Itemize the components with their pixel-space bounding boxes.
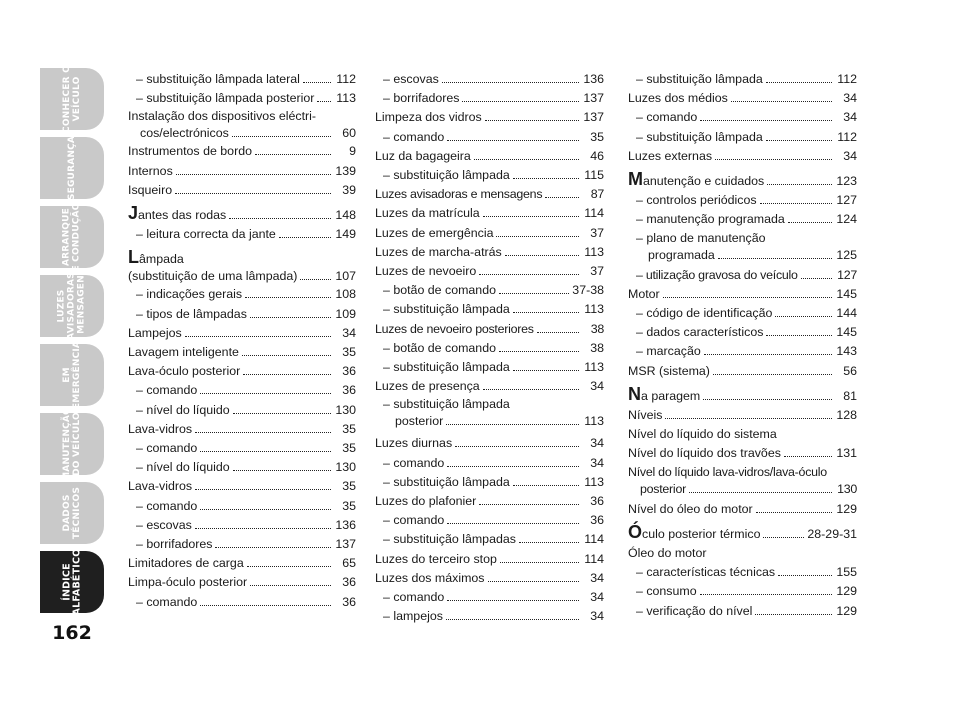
index-entry: Nível do líquido lava-vidros/lava-óculo posterior 130: [628, 464, 857, 496]
page-ref: 34: [843, 110, 857, 125]
page-ref: 109: [335, 306, 356, 321]
index-entry: Lava-vidros 35: [128, 477, 356, 496]
page-ref: 35: [590, 129, 604, 144]
index-entry: – substituição lâmpada 113: [375, 300, 604, 319]
page-ref: 130: [335, 402, 356, 417]
page-ref: 137: [335, 537, 356, 552]
index-entry: – indicações gerais 108: [128, 285, 356, 304]
page-ref: 129: [836, 603, 857, 618]
page-ref: 124: [836, 212, 857, 227]
index-entry: Luzes do plafonier 36: [375, 492, 604, 511]
page-ref: 125: [836, 247, 857, 262]
index-entry: – substituição lâmpada posterior 113: [383, 397, 604, 429]
index-entry: – substituição lâmpada 115: [375, 166, 604, 185]
page-ref: 145: [836, 325, 857, 340]
page-number: 162: [52, 622, 92, 644]
index-entry: – botão de comando 38: [375, 339, 604, 358]
index-entry: Lava-vidros 35: [128, 420, 356, 439]
index-entry: – características técnicas 155: [628, 563, 857, 582]
index-entry: – tipos de lâmpadas 109: [128, 305, 356, 324]
page-ref: 37-38: [572, 283, 604, 298]
tab-conhecer-o-veiculo[interactable]: [40, 65, 104, 133]
index-entry: Lampejos 34: [128, 324, 356, 343]
index-entry: – marcação 143: [628, 342, 857, 361]
page-ref: 65: [342, 556, 356, 571]
page-ref: 145: [836, 286, 857, 301]
page-ref: 137: [583, 91, 604, 106]
page-ref: 35: [342, 421, 356, 436]
index-entry: – código de identificação 144: [628, 304, 857, 323]
page-ref: 127: [836, 193, 857, 208]
page-ref: 34: [342, 325, 356, 340]
page-ref: 139: [335, 163, 356, 178]
index-entry: – comando 35: [375, 128, 604, 147]
page-ref: 148: [335, 208, 356, 223]
page-ref: 114: [584, 532, 604, 547]
index-entry: – substituição lâmpada 112: [628, 128, 857, 147]
page-ref: 123: [836, 174, 857, 189]
page-ref: 34: [590, 609, 604, 624]
page-ref: 107: [335, 269, 356, 284]
tab-luzes-avisadoras[interactable]: [40, 268, 104, 344]
page-ref: 81: [843, 388, 857, 403]
index-entry: – substituição lâmpadas 114: [375, 530, 604, 549]
tab-manutencao-do-veiculo[interactable]: [40, 407, 104, 481]
tab-seguranca[interactable]: [40, 137, 104, 199]
page-ref: 35: [342, 345, 356, 360]
page-ref: 34: [843, 91, 857, 106]
page-ref: 36: [342, 575, 356, 590]
index-entry: – comando 34: [375, 588, 604, 607]
index-entry: Nível do líquido dos travões 131: [628, 444, 857, 463]
index-entry: – comando 36: [375, 511, 604, 530]
tab-label: CONHECER O VEÍCULO: [62, 65, 82, 133]
tab-em-emergencia[interactable]: [40, 340, 104, 410]
page-ref: 108: [335, 287, 356, 302]
page-ref: 136: [335, 517, 356, 532]
page-ref: 34: [843, 148, 857, 163]
tab-label: LUZES AVISADORAS E MENSAGENS: [57, 268, 87, 344]
index-entry: – escovas 136: [128, 516, 356, 535]
page-ref: 34: [590, 570, 604, 585]
index-entry: Luzes de nevoeiro 37: [375, 262, 604, 281]
page-ref: 115: [584, 168, 604, 183]
page-ref: 114: [584, 551, 604, 566]
page-ref: 34: [590, 436, 604, 451]
index-entry: – dados característicos 145: [628, 323, 857, 342]
index-entry: – substituição lâmpada 113: [375, 358, 604, 377]
index-entry: Internos 139: [128, 162, 356, 181]
page-ref: 113: [584, 302, 604, 317]
index-entry: Lava-óculo posterior 36: [128, 362, 356, 381]
page-ref: 112: [336, 72, 356, 86]
index-entry: – substituição lâmpada 113: [375, 473, 604, 492]
page-ref: 38: [590, 340, 604, 355]
page-ref: 130: [837, 481, 857, 496]
index-entry: Limitadores de carga 65: [128, 554, 356, 573]
index-entry: Limpa-óculo posterior 36: [128, 573, 356, 592]
index-entry: – plano de manutenção programada 125: [636, 230, 857, 262]
index-entry: – substituição lâmpada 112: [628, 70, 857, 89]
page-ref: 113: [336, 91, 356, 106]
page-ref: 137: [583, 110, 604, 125]
index-entry: Luzes de emergência 37: [375, 224, 604, 243]
page-ref: 128: [836, 408, 857, 423]
page-ref: 9: [349, 144, 356, 159]
page-ref: 113: [584, 360, 604, 375]
index-entry: – substituição lâmpada posterior 113: [128, 89, 356, 108]
page-ref: 113: [584, 244, 604, 259]
page-ref: 131: [836, 446, 857, 461]
page-ref: 38: [590, 321, 604, 336]
page-ref: 130: [335, 460, 356, 475]
section-initial: J: [128, 203, 139, 224]
index-entry: Na paragem 81: [628, 387, 857, 406]
page-ref: 36: [342, 594, 356, 609]
page-ref: 37: [590, 225, 604, 240]
tab-indice-alfabetico[interactable]: [40, 548, 104, 616]
page-ref: 114: [584, 206, 604, 221]
page-ref: 129: [836, 584, 857, 599]
index-entry: Nível do líquido do sistema: [628, 427, 777, 442]
index-entry: – consumo 129: [628, 582, 857, 601]
page-ref: 37: [590, 264, 604, 279]
page-ref: 34: [590, 455, 604, 470]
index-entry: – comando 36: [128, 593, 356, 612]
index-entry: – lampejos 34: [375, 607, 604, 626]
index-entry: – nível do líquido 130: [128, 401, 356, 420]
page-ref: 144: [836, 306, 857, 321]
tab-label: SEGURANÇA: [67, 135, 77, 201]
page-ref: 39: [342, 182, 356, 197]
index-entry: Jantes das rodas 148: [128, 206, 356, 225]
page-ref: 87: [590, 187, 604, 202]
index-entry: Luzes dos médios 34: [628, 89, 857, 108]
index-entry: – comando 35: [128, 439, 356, 458]
tab-label: DADOS TÉCNICOS: [62, 486, 82, 540]
index-entry: – manutenção programada 124: [628, 210, 857, 229]
index-entry: Instalação dos dispositivos eléctri- cos/electrónicos 60: [128, 109, 356, 141]
page-ref: 127: [837, 267, 857, 282]
index-entry: Limpeza dos vidros 137: [375, 108, 604, 127]
index-entry: Luzes externas 34: [628, 147, 857, 166]
page-ref: 34: [590, 590, 604, 605]
page-ref: 36: [342, 364, 356, 379]
index-entry: Luzes dos máximos 34: [375, 569, 604, 588]
index-entry: – borrifadores 137: [375, 89, 604, 108]
index-entry: – comando 34: [628, 108, 857, 127]
index-entry: Lâmpada (substituição de uma lâmpada) 107: [128, 247, 356, 284]
index-entry: Lavagem inteligente 35: [128, 343, 356, 362]
index-entry: Luzes de nevoeiro posteriores 38: [375, 320, 604, 339]
index-entry: Luzes diurnas 34: [375, 434, 604, 453]
section-initial: L: [128, 247, 139, 268]
section-initial: M: [628, 169, 643, 190]
page-ref: 112: [837, 72, 857, 86]
index-entry: Manutenção e cuidados 123: [628, 172, 857, 191]
page-ref: 149: [335, 227, 356, 242]
index-entry: – escovas 136: [375, 70, 604, 89]
tab-label: MANUTENÇÃO DO VEÍCULO: [62, 407, 82, 481]
section-initial: N: [628, 383, 641, 404]
index-column-2: [375, 70, 604, 626]
page-ref: 36: [590, 513, 604, 528]
index-entry: – borrifadores 137: [128, 535, 356, 554]
page-ref: 56: [843, 363, 857, 378]
index-entry: – nível do líquido 130: [128, 458, 356, 477]
index-entry: – verificação do nível 129: [628, 602, 857, 621]
page-ref: 129: [836, 501, 857, 516]
page-ref: 60: [342, 126, 356, 141]
index-entry: Óleo do motor: [628, 546, 707, 561]
index-entry: Luz da bagageira 46: [375, 147, 604, 166]
index-entry: – leitura correcta da jante 149: [128, 225, 356, 244]
page-ref: 46: [590, 148, 604, 163]
page-ref: 35: [342, 441, 356, 456]
tab-label: EM EMERGÊNCIA: [62, 340, 83, 410]
page-ref: 34: [590, 379, 604, 394]
page-ref: 143: [836, 344, 857, 359]
index-entry: – controlos periódicos 127: [628, 191, 857, 210]
tab-label: ÍNDICE ALFABÉTICO: [61, 548, 83, 616]
index-entry: – comando 35: [128, 497, 356, 516]
index-entry: Luzes de presença 34: [375, 377, 604, 396]
tab-arranque-e-conducao[interactable]: [40, 202, 104, 272]
page-ref: 113: [584, 414, 604, 429]
page-ref: 136: [583, 72, 604, 86]
index-entry: Nível do óleo do motor 129: [628, 500, 857, 519]
index-entry: MSR (sistema) 56: [628, 362, 857, 381]
index-entry: Instrumentos de bordo 9: [128, 142, 356, 161]
page-ref: 36: [342, 383, 356, 398]
tab-dados-tecnicos[interactable]: [40, 482, 104, 544]
page-ref: 28-29-31: [807, 526, 857, 541]
page-ref: 36: [590, 494, 604, 509]
index-entry: Níveis 128: [628, 406, 857, 425]
page-ref: 35: [342, 479, 356, 494]
index-entry: Luzes avisadoras e mensagens 87: [375, 185, 604, 204]
index-column-1: [128, 70, 356, 612]
page-ref: 155: [836, 565, 857, 580]
page-ref: 35: [342, 498, 356, 513]
index-entry: Luzes do terceiro stop 114: [375, 550, 604, 569]
index-entry: Óculo posterior térmico 28-29-31: [628, 525, 857, 544]
page-ref: 113: [584, 474, 604, 489]
index-column-3: [628, 70, 857, 621]
index-entry: Isqueiro 39: [128, 181, 356, 200]
index-entry: – comando 34: [375, 454, 604, 473]
index-entry: Motor 145: [628, 285, 857, 304]
index-entry: Luzes de marcha-atrás 113: [375, 243, 604, 262]
index-entry: – substituição lâmpada lateral 112: [128, 70, 356, 89]
index-entry: – comando 36: [128, 381, 356, 400]
index-entry: – utilização gravosa do veículo 127: [628, 266, 857, 285]
page-ref: 112: [837, 129, 857, 144]
index-entry: – botão de comando 37-38: [375, 281, 604, 300]
section-initial: Ó: [628, 521, 643, 542]
index-entry: Luzes da matrícula 114: [375, 204, 604, 223]
tab-label: ARRANQUE E CONDUÇÃO: [62, 202, 83, 272]
